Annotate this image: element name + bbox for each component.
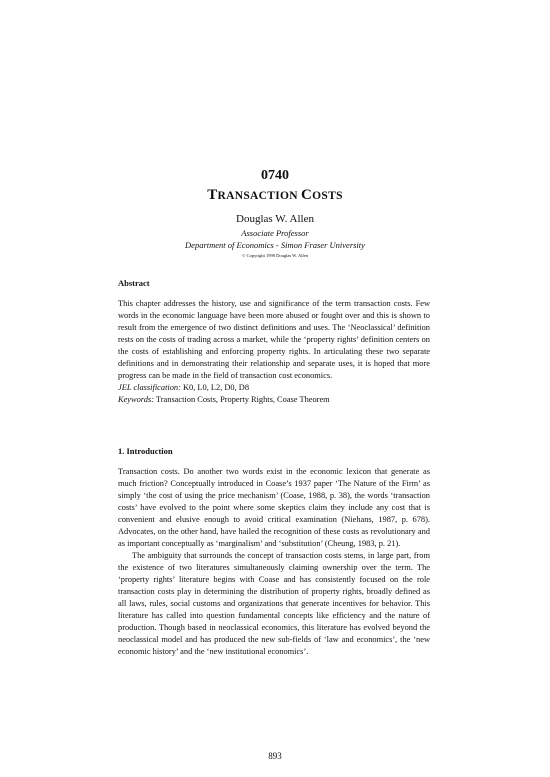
title-initial-c: C	[301, 187, 313, 203]
abstract-section	[118, 278, 430, 406]
chapter-code: 0740	[261, 168, 289, 183]
jel-line	[118, 382, 430, 394]
keywords-line	[118, 394, 430, 406]
introduction-heading: 1. Introduction	[118, 446, 173, 456]
introduction-section	[118, 446, 430, 658]
paper-title	[0, 187, 550, 204]
abstract-text: This chapter addresses the history, use and significance of the term transaction costs. Few words in the economic language have been more abused or fought over and this is shown to result from the emergence of two distinct definitions and uses. The ‘Neoclassical’ definition rests on the costs of trading across a market, while the ‘property rights’ definition centers on the costs of establishing and enforcing property rights. In articulating these two separate definitions and in demonstrating their relationship and separate uses, it is hoped that more progress can be made in the field of transaction cost economics.	[118, 299, 430, 380]
copyright-notice: © Copyright 1998 Douglas W. Allen	[242, 253, 308, 258]
jel-label: JEL classification:	[118, 383, 181, 392]
title-rest-2: OSTS	[312, 190, 343, 202]
title-initial-t: T	[207, 187, 218, 203]
introduction-paragraph-1: Transaction costs. Do another two words exist in the economic lexicon that generate as much friction? Conceptually introduced in Coase’s 1937 paper ‘The Nature of the Firm’ as simply ‘the cost of using the price mechanism’ (Coase, 1988, p. 38), the words ‘transaction costs’ have evolved to the point where some skeptics claim they include any cost that is convenient and elusive enough to avoid critical examination (Niehans, 1987, p. 678). Advocates, on the other hand, have hailed the recognition of these costs as revolutionary and as important conceptually as ‘marginalism’ and ‘substitution’ (Cheung, 1983, p. 21).	[118, 467, 430, 548]
title-rest-1: RANSACTION	[217, 190, 302, 202]
abstract-heading: Abstract	[118, 278, 150, 288]
author-affiliation: Department of Economics - Simon Fraser University	[185, 240, 365, 250]
keywords-label: Keywords:	[118, 395, 154, 404]
keywords-value: Transaction Costs, Property Rights, Coase Theorem	[153, 395, 330, 404]
author-name: Douglas W. Allen	[236, 213, 314, 225]
jel-value: K0, L0, L2, D0, D8	[180, 383, 250, 392]
author-role: Associate Professor	[241, 228, 309, 238]
page-number: 893	[268, 751, 282, 761]
introduction-paragraph-2: The ambiguity that surrounds the concept of transaction costs stems, in large part, from the existence of two literatures simultaneously claiming ownership over the term. The ‘property rights’ literature begins with Coase and has consistently focused on the role transaction costs play in determining the distribution of property rights, broadly defined as all laws, rules, social customs and organizations that generate incentives for behavior. This literature has called into question fundamental concepts like efficiency and the nature of production. Though based in neoclassical economics, this literature has evolved beyond the neoclassical model and has produced the new sub-fields of ‘law and economics’, the ‘new economic history’ and the ‘new institutional economics’.	[118, 551, 430, 656]
